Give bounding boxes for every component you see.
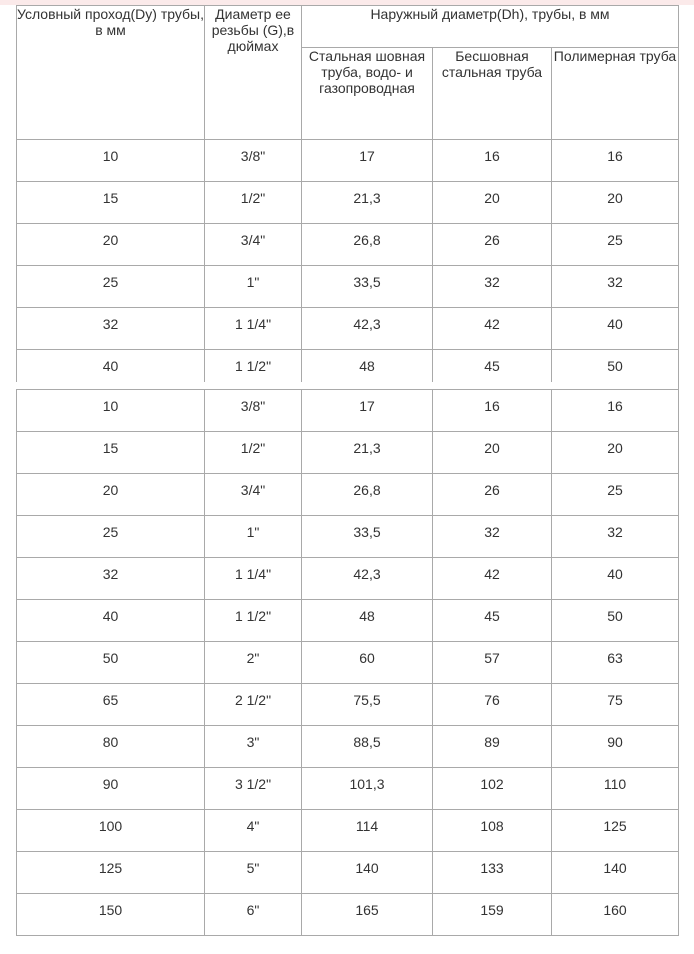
cell-seamless: 20	[433, 432, 552, 474]
cell-thread: 1"	[205, 266, 302, 308]
table-row	[17, 224, 679, 266]
cell-steel-seam: 88,5	[302, 726, 433, 768]
table-row	[17, 390, 679, 432]
cell-thread: 3/4"	[205, 224, 302, 266]
cell-steel-seam: 114	[302, 810, 433, 852]
pipe-diameter-table-bottom	[16, 389, 679, 936]
cell-seamless: 45	[433, 600, 552, 642]
cell-thread: 6"	[205, 894, 302, 936]
cell-dy: 15	[17, 432, 205, 474]
cell-polymer: 110	[552, 768, 679, 810]
table-row	[17, 516, 679, 558]
cell-seamless: 76	[433, 684, 552, 726]
cell-thread: 4"	[205, 810, 302, 852]
table-row	[17, 600, 679, 642]
cell-polymer: 32	[552, 266, 679, 308]
header-row-1	[17, 6, 679, 48]
cell-dy: 32	[17, 558, 205, 600]
cell-steel-seam: 21,3	[302, 432, 433, 474]
cell-thread: 1/2"	[205, 182, 302, 224]
cell-thread: 1/2"	[205, 432, 302, 474]
cell-polymer: 40	[552, 558, 679, 600]
header-polymer-pipe: Полимерная труба	[552, 48, 679, 140]
cell-thread: 5"	[205, 852, 302, 894]
header-thread-diameter: Диаметр ее резьбы (G),в дюймах	[205, 6, 302, 140]
cell-steel-seam: 48	[302, 350, 433, 392]
cell-thread: 2"	[205, 642, 302, 684]
table-row	[17, 266, 679, 308]
cell-thread: 1 1/2"	[205, 600, 302, 642]
cell-dy: 50	[17, 642, 205, 684]
cell-seamless: 26	[433, 474, 552, 516]
table-row	[17, 474, 679, 516]
cell-thread: 3/8"	[205, 390, 302, 432]
table-row	[17, 894, 679, 936]
cell-thread: 3/4"	[205, 474, 302, 516]
cell-polymer: 90	[552, 726, 679, 768]
cell-dy: 10	[17, 390, 205, 432]
table-row	[17, 558, 679, 600]
cell-steel-seam: 101,3	[302, 768, 433, 810]
cell-steel-seam: 17	[302, 390, 433, 432]
cell-steel-seam: 26,8	[302, 224, 433, 266]
cell-dy: 25	[17, 266, 205, 308]
cell-thread: 1 1/4"	[205, 558, 302, 600]
cell-seamless: 32	[433, 266, 552, 308]
table-row	[17, 810, 679, 852]
cell-dy: 25	[17, 516, 205, 558]
cell-dy: 40	[17, 350, 205, 392]
cell-seamless: 20	[433, 182, 552, 224]
cell-dy: 65	[17, 684, 205, 726]
cell-seamless: 57	[433, 642, 552, 684]
cell-polymer: 125	[552, 810, 679, 852]
cell-steel-seam: 33,5	[302, 516, 433, 558]
pipe-diameter-table-top	[16, 5, 679, 392]
cell-dy: 125	[17, 852, 205, 894]
cell-seamless: 32	[433, 516, 552, 558]
table-row	[17, 642, 679, 684]
cell-polymer: 50	[552, 350, 679, 392]
cell-seamless: 159	[433, 894, 552, 936]
cell-dy: 15	[17, 182, 205, 224]
cell-thread: 2 1/2"	[205, 684, 302, 726]
cell-steel-seam: 42,3	[302, 308, 433, 350]
cell-dy: 20	[17, 474, 205, 516]
cell-polymer: 63	[552, 642, 679, 684]
table-row	[17, 432, 679, 474]
cell-seamless: 108	[433, 810, 552, 852]
table-row	[17, 684, 679, 726]
cell-seamless: 16	[433, 140, 552, 182]
cell-polymer: 25	[552, 224, 679, 266]
cell-steel-seam: 75,5	[302, 684, 433, 726]
table-row	[17, 768, 679, 810]
cell-steel-seam: 48	[302, 600, 433, 642]
cell-dy: 100	[17, 810, 205, 852]
cell-polymer: 40	[552, 308, 679, 350]
cell-seamless: 16	[433, 390, 552, 432]
table-row	[17, 852, 679, 894]
cell-steel-seam: 42,3	[302, 558, 433, 600]
cell-thread: 1 1/4"	[205, 308, 302, 350]
cell-polymer: 50	[552, 600, 679, 642]
cell-seamless: 45	[433, 350, 552, 392]
cell-polymer: 16	[552, 390, 679, 432]
cell-steel-seam: 33,5	[302, 266, 433, 308]
cell-dy: 80	[17, 726, 205, 768]
cell-polymer: 20	[552, 182, 679, 224]
cell-thread: 3 1/2"	[205, 768, 302, 810]
cell-dy: 90	[17, 768, 205, 810]
header-seamless-steel-pipe: Бесшовная стальная труба	[433, 48, 552, 140]
cell-steel-seam: 140	[302, 852, 433, 894]
cell-dy: 10	[17, 140, 205, 182]
cell-polymer: 140	[552, 852, 679, 894]
table-row	[17, 308, 679, 350]
cell-steel-seam: 21,3	[302, 182, 433, 224]
cell-steel-seam: 165	[302, 894, 433, 936]
cell-seamless: 42	[433, 558, 552, 600]
cell-dy: 150	[17, 894, 205, 936]
cell-steel-seam: 17	[302, 140, 433, 182]
cell-seamless: 26	[433, 224, 552, 266]
header-dy: Условный проход(Dy) трубы, в мм	[17, 6, 205, 140]
cell-seamless: 133	[433, 852, 552, 894]
cell-polymer: 32	[552, 516, 679, 558]
cell-dy: 32	[17, 308, 205, 350]
cell-polymer: 75	[552, 684, 679, 726]
cell-dy: 20	[17, 224, 205, 266]
cell-polymer: 25	[552, 474, 679, 516]
cell-polymer: 20	[552, 432, 679, 474]
cell-thread: 3"	[205, 726, 302, 768]
cell-seamless: 102	[433, 768, 552, 810]
header-outer-diameter: Наружный диаметр(Dh), трубы, в мм	[302, 6, 679, 48]
cell-polymer: 16	[552, 140, 679, 182]
cell-steel-seam: 60	[302, 642, 433, 684]
table-row	[17, 182, 679, 224]
header-steel-seam-pipe: Стальная шовная труба, водо- и газопроводная	[302, 48, 433, 140]
cell-dy: 40	[17, 600, 205, 642]
table-row	[17, 726, 679, 768]
cell-seamless: 42	[433, 308, 552, 350]
cell-thread: 3/8"	[205, 140, 302, 182]
cell-seamless: 89	[433, 726, 552, 768]
cell-polymer: 160	[552, 894, 679, 936]
cell-steel-seam: 26,8	[302, 474, 433, 516]
cell-thread: 1"	[205, 516, 302, 558]
table-row	[17, 140, 679, 182]
cell-thread: 1 1/2"	[205, 350, 302, 392]
